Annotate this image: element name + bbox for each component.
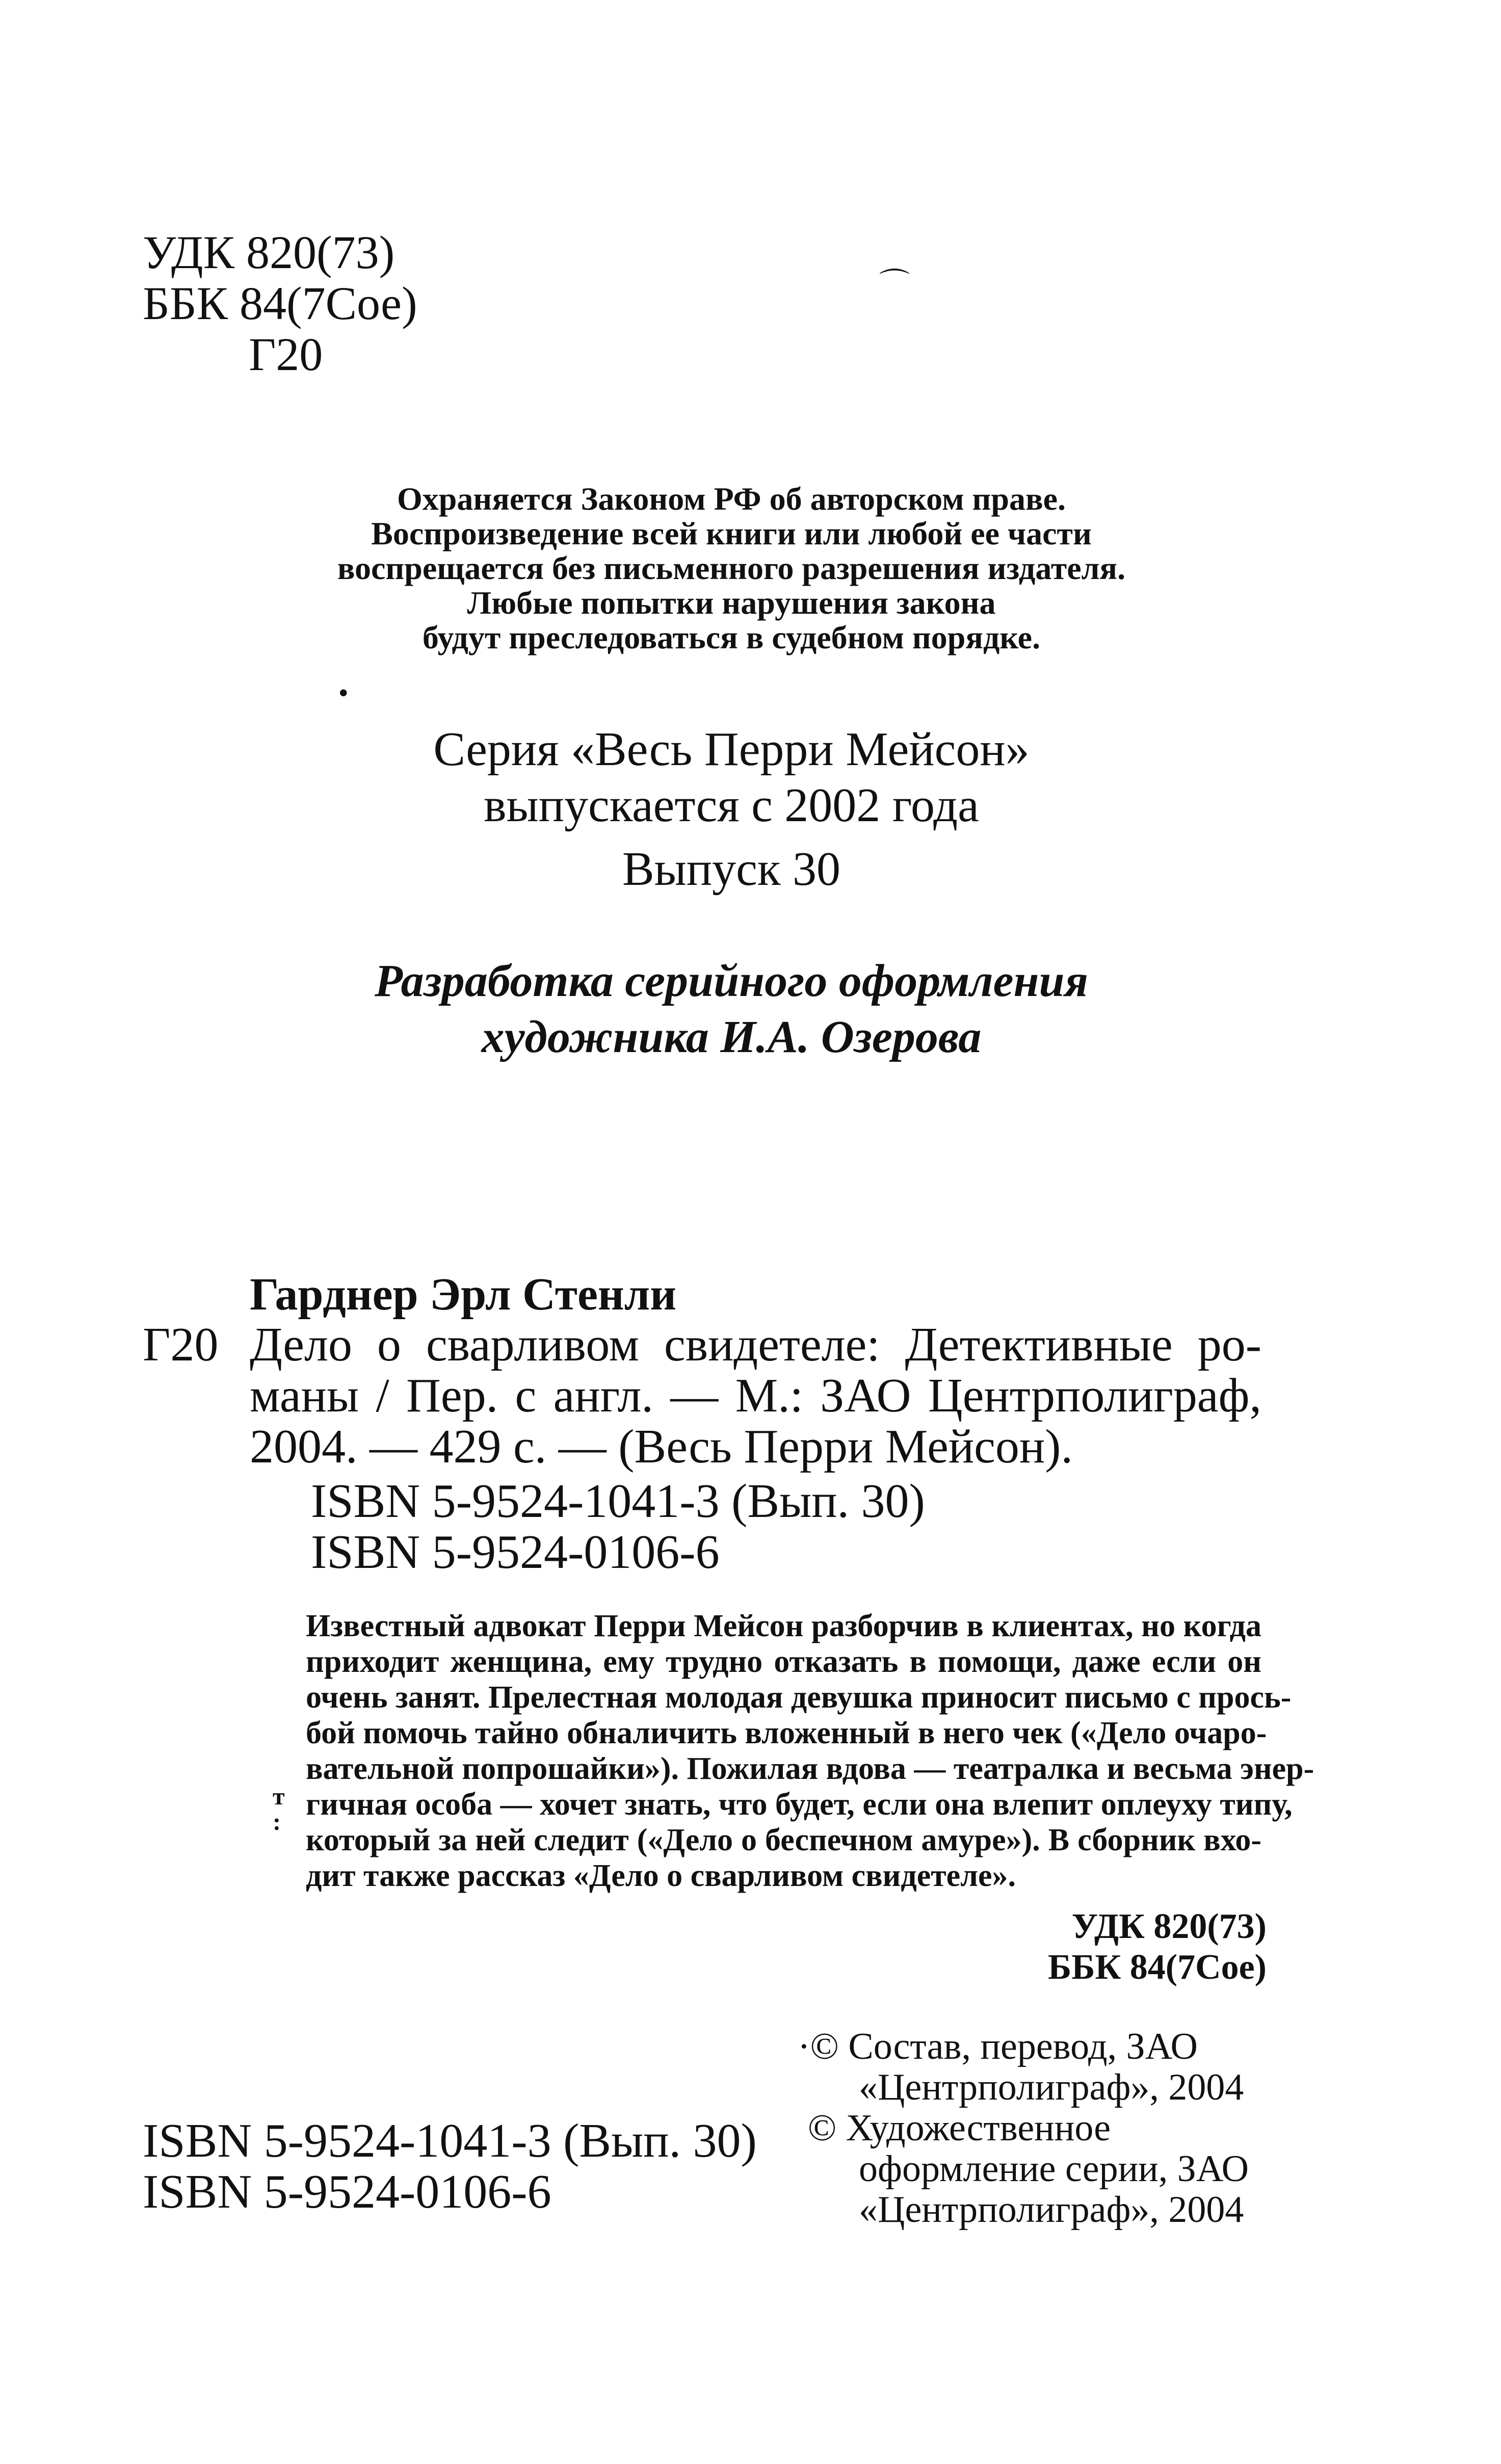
- copyright-line: «Центрполиграф», 2004: [859, 2189, 1244, 2231]
- annotation-line: бой помочь тайно обналичить вложенный в него чек («Дело очаро-: [306, 1716, 1267, 1750]
- copyright-block: [798, 2026, 1249, 2230]
- notice-line: Воспроизведение всей книги или любой ее части: [371, 515, 1092, 552]
- udk-bbk-block: [968, 1906, 1267, 1988]
- bbk-code-bold: ББК 84(7Сое): [1047, 1948, 1267, 1987]
- isbn-series: ISBN 5-9524-0106-6: [143, 2165, 551, 2218]
- bullet-mark: •: [339, 678, 348, 707]
- design-credit: [153, 953, 1310, 1065]
- isbn-issue: ISBN 5-9524-1041-3 (Вып. 30): [311, 1475, 925, 1528]
- bib-line: маны / Пер. с англ. — М.: ЗАО Центрполиграф,: [250, 1369, 1261, 1422]
- annotation-line: Известный адвокат Перри Мейсон разборчив в клиентах, но когда: [306, 1609, 1261, 1643]
- isbn-bottom-block: [143, 2115, 757, 2217]
- annotation-line: вательной попрошайки»). Пожилая вдова — театралка и весьма энер-: [306, 1751, 1314, 1786]
- isbn-block: [311, 1476, 925, 1578]
- isbn-issue: ISBN 5-9524-1041-3 (Вып. 30): [143, 2114, 757, 2167]
- notice-line: Любые попытки нарушения закона: [467, 585, 996, 621]
- bibliography-code: Г20: [143, 1318, 219, 1371]
- series-since: выпускается с 2002 года: [484, 779, 979, 832]
- udk-code: УДК 820(73): [143, 226, 395, 278]
- issue-number: Выпуск 30: [622, 843, 841, 896]
- copyright-notice: [153, 482, 1310, 655]
- design-line: художника И.А. Озерова: [481, 1012, 982, 1062]
- bbk-code: ББК 84(7Сое): [143, 277, 417, 329]
- bib-line: Дело о сварливом свидетеле: Детективные ро-: [250, 1318, 1261, 1371]
- bibliographic-description: [250, 1319, 1261, 1472]
- annotation-line: дит также рассказ «Дело о сварливом свидетеле».: [306, 1858, 1016, 1893]
- margin-mark: т :: [273, 1783, 285, 1836]
- series-info: [153, 721, 1310, 833]
- copyright-line: оформление серии, ЗАО: [859, 2148, 1249, 2190]
- isbn-series: ISBN 5-9524-0106-6: [311, 1526, 720, 1579]
- notice-line: Охраняется Законом РФ об авторском праве.: [397, 481, 1066, 517]
- copyright-line: © Художественное: [808, 2107, 1111, 2149]
- annotation-line: который за ней следит («Дело о беспечном амуре»). В сборник вхо-: [306, 1823, 1261, 1857]
- notice-line: воспрещается без письменного разрешения издателя.: [337, 550, 1126, 586]
- udk-code-bold: УДК 820(73): [1071, 1907, 1267, 1946]
- annotation-line: гичная особа — хочет знать, что будет, если она влепит оплеуху типу,: [306, 1787, 1293, 1822]
- notice-line: будут преследоваться в судебном порядке.: [422, 619, 1041, 656]
- copyright-line: ·© Состав, перевод, ЗАО: [798, 2026, 1198, 2067]
- annotation-line: приходит женщина, ему трудно отказать в помощи, даже если он: [306, 1644, 1261, 1679]
- stray-mark: ⌒: [879, 268, 910, 301]
- annotation-line: очень занят. Прелестная молодая девушка приносит письмо с прось-: [306, 1680, 1292, 1715]
- author-sign-code: Г20: [249, 328, 323, 380]
- author-name: Гарднер Эрл Стенли: [250, 1269, 677, 1320]
- design-line: Разработка серийного оформления: [375, 956, 1088, 1006]
- annotation: [306, 1608, 1314, 1894]
- bib-line: 2004. — 429 с. — (Весь Перри Мейсон).: [250, 1420, 1073, 1473]
- copyright-line: «Центрполиграф», 2004: [859, 2066, 1244, 2108]
- series-title: Серия «Весь Перри Мейсон»: [433, 723, 1030, 776]
